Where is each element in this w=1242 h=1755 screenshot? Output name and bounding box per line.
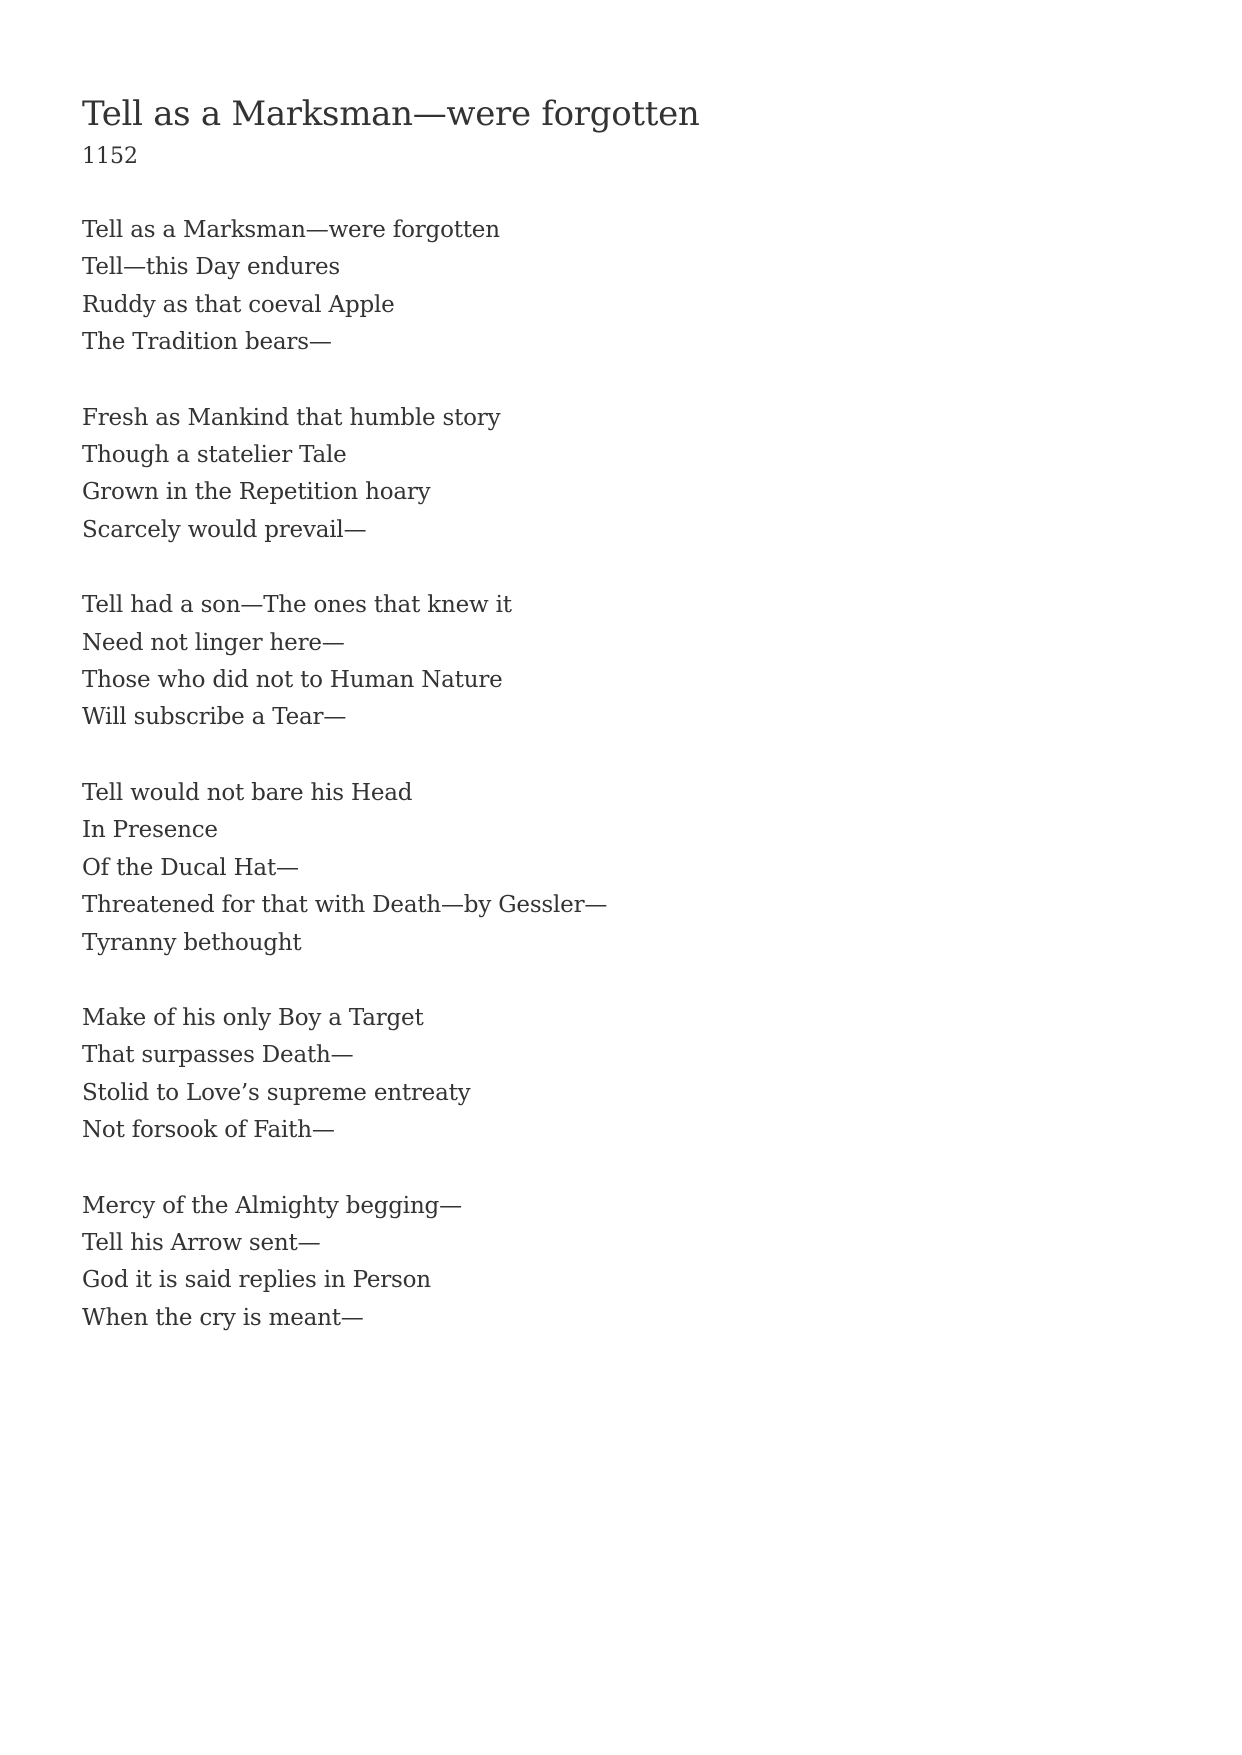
poem-line: Mercy of the Almighty begging—: [82, 1192, 462, 1219]
poem-line: Of the Ducal Hat—: [82, 854, 299, 881]
stanza-1: [82, 212, 1162, 362]
stanza-5: [82, 1000, 1162, 1150]
stanza-4: [82, 775, 1162, 962]
poem-line: Threatened for that with Death—by Gessler—: [82, 892, 608, 919]
poem-line: God it is said replies in Person: [82, 1267, 431, 1294]
stanza-3: [82, 587, 1162, 737]
poem-line: Need not linger here—: [82, 629, 345, 656]
poem-line: Tyranny bethought: [82, 929, 302, 956]
poem-line: Make of his only Boy a Target: [82, 1004, 424, 1031]
poem-title: Tell as a Marksman—were forgotten: [82, 94, 700, 134]
poem-number: 1152: [82, 144, 138, 169]
poem-line: Tell would not bare his Head: [82, 779, 413, 806]
poem-line: When the cry is meant—: [82, 1304, 364, 1331]
poem-line: Tell as a Marksman—were forgotten: [82, 217, 500, 243]
poem-line: That surpasses Death—: [82, 1042, 354, 1069]
poem-line: Though a statelier Tale: [82, 442, 347, 469]
poem-line: Ruddy as that coeval Apple: [82, 291, 395, 318]
poem-line: Tell—this Day endures: [82, 254, 341, 281]
poem-line: In Presence: [82, 817, 218, 844]
stanza-6: [82, 1188, 1162, 1338]
poem-line: Grown in the Repetition hoary: [82, 479, 431, 506]
poem-line: Scarcely would prevail—: [82, 516, 367, 543]
poem-line: Will subscribe a Tear—: [82, 704, 347, 731]
poem-line: Those who did not to Human Nature: [82, 667, 503, 694]
poem-page: [82, 88, 1162, 1375]
poem-line: Stolid to Love’s supreme entreaty: [82, 1079, 471, 1106]
poem-line: The Tradition bears—: [82, 329, 332, 356]
poem-line: Fresh as Mankind that humble story: [82, 404, 501, 431]
poem-line: Tell had a son—The ones that knew it: [82, 592, 512, 619]
poem-line: Tell his Arrow sent—: [82, 1229, 321, 1256]
stanza-2: [82, 400, 1162, 550]
poem-line: Not forsook of Faith—: [82, 1117, 335, 1144]
